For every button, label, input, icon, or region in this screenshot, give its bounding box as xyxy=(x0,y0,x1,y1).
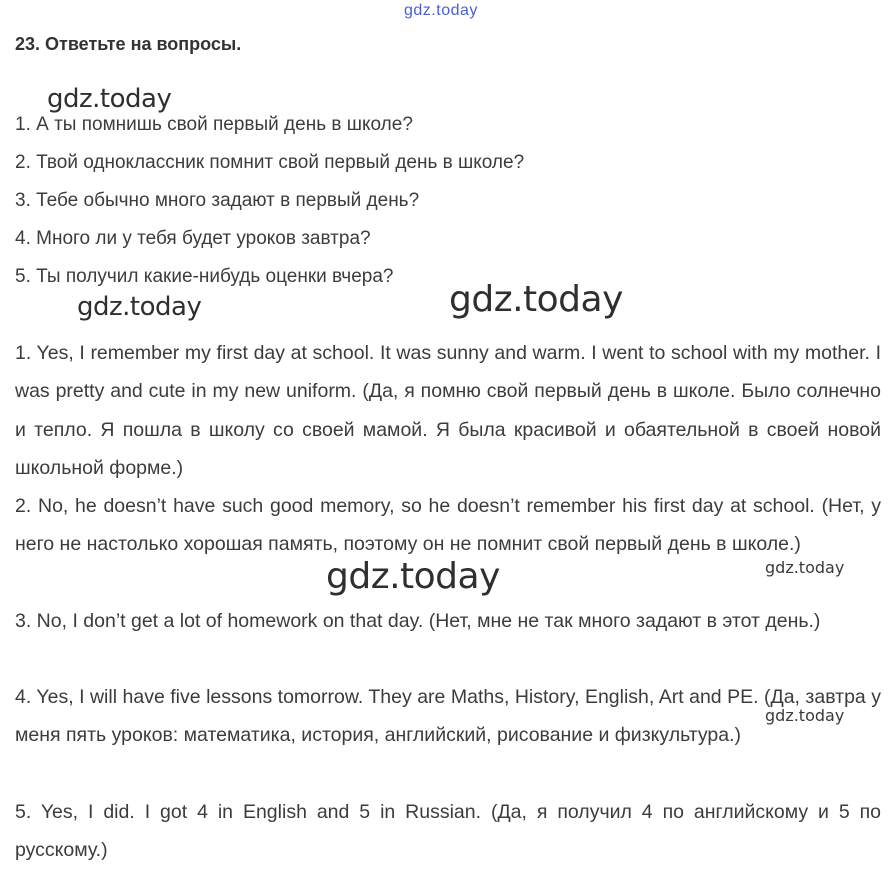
question-4: 4. Много ли у тебя будет уроков завтра? xyxy=(15,228,371,249)
answer-1: 1. Yes, I remember my first day at school. It was sunny and warm. I went to school with my mother. I was pretty and cute in my new uniform. (Да, я помню свой первый день в школе. Было солнечно и тепло. Я пошла в школу со своей мамой. Я была красивой и обаятельной в своей новой школьной форме.) xyxy=(15,342,881,479)
watermark: gdz.today xyxy=(765,706,845,725)
question-2: 2. Твой одноклассник помнит свой первый день в школе? xyxy=(15,152,525,173)
watermark: gdz.today xyxy=(449,279,623,320)
answer-4: 4. Yes, I will have five lessons tomorrow. They are Maths, History, English, Art and PE. (Да, завтра у меня пять уроков: математика, история, английский, рисование и физкультура.) xyxy=(15,686,881,747)
watermark-top: gdz.today xyxy=(404,2,478,19)
answer-5: 5. Yes, I did. I got 4 in English and 5 in Russian. (Да, я получил 4 по английскому и 5 по русскому.) xyxy=(15,801,881,862)
watermark: gdz.today xyxy=(326,556,500,597)
question-1: 1. А ты помнишь свой первый день в школе? xyxy=(15,114,413,135)
watermark: gdz.today xyxy=(77,292,202,322)
question-3: 3. Тебе обычно много задают в первый день? xyxy=(15,190,420,211)
answer-2: 2. No, he doesn’t have such good memory, so he doesn’t remember his first day at school. (Нет, у него не настолько хорошая память, поэтому он не помнит свой первый день в школе.) xyxy=(15,495,881,556)
exercise-title: 23. Ответьте на вопросы. xyxy=(15,34,242,54)
question-5: 5. Ты получил какие-нибудь оценки вчера? xyxy=(15,266,394,287)
watermark: gdz.today xyxy=(765,558,845,577)
answer-3: 3. No, I don’t get a lot of homework on that day. (Нет, мне не так много задают в этот день.) xyxy=(15,610,821,632)
watermark: gdz.today xyxy=(47,84,172,114)
